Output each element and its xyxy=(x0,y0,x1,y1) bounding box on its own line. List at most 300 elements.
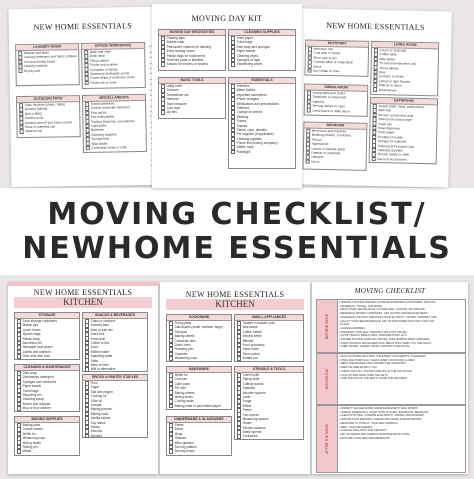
checklist-item-label: Console table or small shelf xyxy=(313,59,353,65)
checklist-item-label: Coffee table xyxy=(379,52,397,57)
checklist-item-label: Printer and scanner xyxy=(90,62,118,68)
checklist-item-label: Mustard xyxy=(90,433,103,438)
checklist-item-label: Drying rack xyxy=(24,68,41,73)
checklist-item-label: Honey xyxy=(90,424,100,429)
checklist-item-label: Plastic wrap xyxy=(22,336,40,341)
checklist-item-label: Baking mats or parchment paper xyxy=(174,403,221,408)
checklist-item-label: Dish soap xyxy=(22,371,37,375)
checklist-item-label: Sponges or rags xyxy=(236,57,260,62)
checklist-item[interactable] xyxy=(371,87,437,93)
checklist-item-label: Lamps or bedside lights xyxy=(311,146,346,151)
checklist-item-label: Food processor xyxy=(242,342,265,347)
checklist-item-label: Wallet, keys xyxy=(236,145,254,150)
checklist-item-label: Shoe rack or bin xyxy=(313,55,337,60)
checkbox-icon[interactable] xyxy=(373,87,378,92)
checklist-item-label: Tape measure xyxy=(166,101,187,106)
checklist-item-label: Patio furniture (chairs, table) xyxy=(24,102,65,108)
checklist-item-label: Trash can xyxy=(378,121,393,126)
box-title: BASIC TOOLS xyxy=(159,78,225,84)
box-dinnerware-glassware xyxy=(166,416,232,456)
checklist-item-label: Utility knife xyxy=(166,84,183,88)
title-banner xyxy=(0,188,474,275)
checklist-item-label: Throw pillows xyxy=(379,65,399,71)
checklist-item[interactable] xyxy=(83,367,147,371)
checklist-item-label: Serving dishes or trays xyxy=(312,103,345,109)
checkbox-icon[interactable] xyxy=(84,81,89,86)
checklist-item-label: Kitchen scissors xyxy=(242,425,266,430)
box-laundry-room xyxy=(15,43,80,86)
checklist-line: • CHANGE ADDRESS: xyxy=(339,326,366,330)
checklist-item-label: Serving bowls xyxy=(174,449,195,454)
box-outdoor-patio xyxy=(16,95,81,138)
checklist-item-label: Shower curtain and rings xyxy=(378,112,414,118)
box-title: ESSENTIALS xyxy=(229,78,295,84)
checklist-item-label: Flour xyxy=(90,381,98,385)
checklist-item-label: Duct tape xyxy=(166,105,181,110)
checklist-item-label: Roasting pan xyxy=(174,347,194,352)
checklist-item[interactable] xyxy=(370,157,436,163)
checklist-line: • MATERIALS, TRAVEL, AND MORE. xyxy=(339,304,383,308)
checklist-item-label: Phone chargers xyxy=(236,97,260,102)
checklist-item[interactable] xyxy=(235,434,303,438)
box-title: CLEANING & MAINTENANCE xyxy=(15,365,79,371)
checklist-item-label: Decor & Accessories xyxy=(377,156,407,162)
checklist-item-label: Shower caddy or shelf xyxy=(377,152,409,158)
checklist-item-label: Microwave xyxy=(242,325,258,330)
checklist-item[interactable] xyxy=(83,434,147,438)
sheet-title: MOVING CHECKLIST xyxy=(354,287,426,295)
box-cleaning-supplies xyxy=(228,29,296,71)
checklist-item-label: Permanent markers for labeling xyxy=(166,44,212,49)
box-office-workspace xyxy=(81,42,146,89)
checklist-item-label: Filing cabinet xyxy=(89,58,109,63)
checklist-item-label: Outdoor rug xyxy=(25,129,43,134)
box-title: BAKEWARE xyxy=(167,367,231,373)
checklist-item-label: Fresh fruit xyxy=(90,336,105,341)
checklist-item-label: Trash bags xyxy=(22,388,39,393)
checklist-item-label: Welcome mat xyxy=(313,46,334,52)
checklist-item-label: Snacks xyxy=(236,123,248,128)
checkbox-icon[interactable] xyxy=(161,110,166,114)
checklist-item-label: First aid kit xyxy=(90,110,107,115)
checklist-line: • UPDATE YOUR DRIVER'S LICENSE AND VEHICLE REGISTRATION. xyxy=(339,418,423,422)
checklist-item-label: TV and entertainment unit xyxy=(379,61,417,67)
checklist-item-label: Hangers xyxy=(311,155,324,160)
checkbox-icon[interactable] xyxy=(231,62,236,66)
box-utensils-tools xyxy=(234,366,304,440)
checklist-item-label: Juice xyxy=(90,345,99,350)
checkbox-icon[interactable] xyxy=(17,406,22,410)
checklist-item-label: Flashlight xyxy=(236,149,251,154)
checklist-item[interactable] xyxy=(84,145,146,150)
checklist-item-label: Blender xyxy=(242,338,254,343)
checklist-item[interactable] xyxy=(235,356,303,360)
checklist-item-label: Key holder or bowl xyxy=(313,68,340,74)
checklist-line: • LOCK UP AND HAND OVER THE KEYS. xyxy=(339,373,389,377)
checklist-item-label: Tablecloth or placemats xyxy=(312,95,347,100)
box-title: MOVING DAY NECESSITIES xyxy=(159,30,225,36)
checklist-item-label: Pillows xyxy=(311,137,322,142)
checklist-item-label: Bottled water xyxy=(90,349,110,354)
box-title: SMALL APPLIANCES xyxy=(235,315,303,321)
sheet-title: MOVING DAY KIT xyxy=(191,14,263,23)
checklist-item-label: Pet supplies (if applicable) xyxy=(236,132,274,137)
checklist-item-label: Labels and markers xyxy=(22,349,51,354)
checkbox-icon[interactable] xyxy=(19,129,24,134)
section-label-tab xyxy=(317,300,338,352)
box-snacks-beverages xyxy=(82,312,148,372)
box-dining-room xyxy=(304,84,369,117)
checklist-item[interactable] xyxy=(167,356,231,360)
checklist-item-label: Towels xyxy=(236,119,247,124)
checklist-item-label: Casserole dish xyxy=(174,338,196,343)
checklist-item-label: Toiletries xyxy=(236,105,250,110)
checklist-item-label: Bowls xyxy=(174,427,184,432)
checklist-item-label: Saucepans (small, medium, large) xyxy=(174,325,223,330)
checklist-line: • FORWARD YOUR MAIL THROUGH THE POST OFFICE. xyxy=(339,330,408,334)
checklist-item-label: Mixing bowls xyxy=(174,394,193,399)
checklist-item-label: Cleaning spray xyxy=(22,397,44,402)
checklist-item-label: Baking powder xyxy=(90,407,112,412)
checklist-item-label: Power strips or extension cords xyxy=(90,75,135,81)
checklist-item[interactable] xyxy=(304,159,366,165)
checkbox-icon[interactable] xyxy=(231,150,236,154)
sheet-kitchen-2 xyxy=(160,282,310,474)
box-title: SNACKS & BEVERAGES xyxy=(83,313,147,319)
checklist-item-label: Aluminum foil xyxy=(22,340,42,345)
checklist-item-label: Step ladder xyxy=(91,141,108,146)
checklist-item-label: Toilet paper xyxy=(236,36,254,40)
checklist-item-label: Nuts or trail mix xyxy=(90,327,113,332)
checklist-line: • EXPLORE YOUR NEW NEIGHBORHOOD. xyxy=(339,436,391,440)
checklist-item-label: Smoke detectors xyxy=(90,101,115,106)
checklist-line: • NOTIFY BANKS, EMPLOYERS, SUBSCRIPTIONS, ETC. xyxy=(339,334,408,338)
checklist-item[interactable] xyxy=(167,449,231,453)
checklist-item-label: Bath mat xyxy=(378,108,392,113)
box-title: OUTDOOR/ PATIO xyxy=(17,96,79,103)
checkbox-icon[interactable] xyxy=(169,449,174,453)
checklist-item-label: Dishwasher detergent xyxy=(22,375,54,380)
checklist-item-label: Laundry baskets xyxy=(24,63,48,69)
checkbox-icon[interactable] xyxy=(237,434,242,438)
checkbox-icon[interactable] xyxy=(237,356,242,360)
checklist-item-label: Cooling racks xyxy=(174,399,194,404)
checklist-item-label: Cutting boards xyxy=(242,381,264,386)
checklist-item[interactable] xyxy=(229,62,295,66)
box-baking-supplies xyxy=(14,416,80,456)
checklist-item-label: Disinfecting wipes xyxy=(236,62,263,67)
checklist-item-label: Wine or beer xyxy=(90,362,109,367)
checklist-item-label: Baking soda xyxy=(90,411,109,416)
box-title: BEDROOM xyxy=(304,123,366,130)
checklist-item-label: Soy sauce xyxy=(90,420,106,425)
box-title: MISCELLANEOUS xyxy=(83,95,145,102)
checklist-item-label: Cleaning supplies xyxy=(236,136,262,141)
checklist-line: • CHECK THAT ALL UTILITIES ARE OFF AT THE OLD PLACE. xyxy=(339,369,413,373)
checklist-item-label: Light bulbs xyxy=(91,123,107,128)
checkbox-icon[interactable] xyxy=(17,449,22,453)
box-entryway xyxy=(304,40,369,77)
checklist-item-label: Soda xyxy=(90,358,99,363)
checklist-item-label: Carbon monoxide detectors xyxy=(90,105,130,111)
checkbox-icon[interactable] xyxy=(85,434,90,438)
checklist-item-label: Bedding xyxy=(236,114,249,119)
checklist-item-label: Food storage containers xyxy=(22,319,57,323)
section-label: MOVING DAY xyxy=(325,368,329,390)
box-bakeware xyxy=(166,366,232,410)
checklist-item-label: Sugar xyxy=(90,385,100,390)
checklist-item[interactable] xyxy=(15,354,79,358)
checklist-item-label: Sparkling water xyxy=(90,354,113,359)
checklist-item[interactable] xyxy=(15,449,79,453)
checklist-item-label: Storage bins xyxy=(91,136,110,142)
checklist-section-before-move xyxy=(316,299,466,353)
checklist-line: • RESEARCH MOVING COMPANIES: GET QUOTES AND READ REVIEWS. xyxy=(339,312,429,316)
box-spices-pantry-staples xyxy=(82,374,148,438)
checklist-line: • KEEP VALUABLES WITH YOU. xyxy=(339,366,378,370)
checklist-item-label: Measuring cups xyxy=(174,356,198,361)
checklist-item-label: Plastic bags for small items xyxy=(166,53,206,58)
checklist-item-label: Bookshelves xyxy=(378,87,397,92)
checklist-line: • PACK AN ESSENTIALS BOX: TOILETRIES, DOCUMENTS, CHARGERS. xyxy=(339,355,427,358)
box-title: LAUNDRY ROOM xyxy=(16,44,78,51)
checklist-item-label: Loaf pan xyxy=(174,377,188,382)
checklist-item-label: Lamps or light fixtures xyxy=(378,78,411,84)
checklist-item-label: Cooking oil xyxy=(90,394,107,399)
checklist-item-label: Paper towels xyxy=(236,49,256,54)
checklist-item-label: Dish soap and sponges xyxy=(236,44,270,49)
checklist-item-label: Bedding (sheets, comforter) xyxy=(311,133,352,138)
checklist-item-label: Toaster or toaster oven xyxy=(242,321,276,325)
checkbox-icon[interactable] xyxy=(161,62,166,66)
checklist-item-label: Fire extinguisher xyxy=(90,114,115,120)
box-title: BAKING SUPPLIES xyxy=(15,417,79,423)
box-cleaning-maintenance xyxy=(14,364,80,412)
checklist-item-label: Bottle opener xyxy=(242,430,262,435)
checklist-item-label: Measuring cups xyxy=(22,436,46,441)
checklist-item-label: Extra moving boxes xyxy=(166,49,195,54)
box-cookware xyxy=(166,314,232,362)
box-bedroom xyxy=(302,122,367,171)
box-living-room xyxy=(370,41,439,96)
checklist-item-label: Grill or BBQ xyxy=(24,111,42,116)
checklist-line: • START PACKING NON-ESSENTIALS: BEGIN WITH ITEMS YOU USE LEAST. xyxy=(339,341,432,345)
checklist-item-label: Salt and pepper xyxy=(90,389,114,394)
kitchen-banner: KITCHEN xyxy=(166,299,304,310)
checklist-item-label: Dresser or wardrobe xyxy=(311,150,341,156)
box-title: SPICES & PANTRY STAPLES xyxy=(83,375,147,381)
box-essentials xyxy=(228,77,296,169)
checklist-item-label: Instant pot xyxy=(242,356,258,361)
box-title: STORAGE xyxy=(15,313,79,319)
checklist-item-label: Dutch oven xyxy=(174,342,191,347)
checklist-item-label: Toolbox (hammer, screwdriver) xyxy=(90,118,135,124)
checklist-item-label: Lunch boxes xyxy=(22,327,41,332)
checklist-item-label: Coffee or tea xyxy=(90,340,109,345)
checklist-item-label: Scissors xyxy=(166,88,179,93)
checklist-item-label: Ketchup xyxy=(90,429,103,434)
checklist-item-label: Muffin tin xyxy=(22,431,36,436)
checklist-item-label: Centerpiece or table decor xyxy=(312,108,350,114)
checklist-item-label: Olive oil xyxy=(90,398,102,403)
checklist-line: • TAKE PHOTOS OF THE EMPTY HOME FOR RECORDS. xyxy=(339,377,408,381)
checklist-item-label: Muffin tin xyxy=(174,373,188,377)
box-small-appliances xyxy=(234,314,304,362)
checklist-item-label: Wine glasses xyxy=(174,440,194,445)
sheet-title: NEW HOME ESSENTIALS xyxy=(326,20,425,33)
checklist-item-label: Washer and dryer xyxy=(23,50,50,56)
checklist-item-label: Reusable food wraps xyxy=(22,345,53,350)
box-title: LIVING ROOM xyxy=(372,42,438,49)
checklist-item-label: Command hooks or nails xyxy=(91,145,127,150)
checklist-item-label: Outdoor lighting xyxy=(24,107,48,112)
checklist-item-label: Stationery (notepads, pens) xyxy=(90,71,130,76)
sheet-kitchen-1 xyxy=(8,282,158,474)
checklist-item-label: Wall art or decor xyxy=(378,83,403,88)
checklist-item-label: Packing tape xyxy=(166,36,186,40)
checklist-item-label: Mixing bowls xyxy=(22,440,41,445)
checkbox-icon[interactable] xyxy=(85,367,90,371)
checklist-item-label: Change of clothes xyxy=(236,110,263,115)
checkbox-icon[interactable] xyxy=(306,108,311,113)
checklist-item-label: Broom and dustpan xyxy=(22,401,51,406)
checklist-line: • GATHER PACKING SUPPLIES: BOXES, TAPE, BUBBLE WRAP, MARKERS. xyxy=(339,338,431,342)
checklist-item-label: Water bottles xyxy=(236,88,256,93)
checklist-item-label: Plates, cups, utensils xyxy=(236,127,267,132)
checklist-item[interactable] xyxy=(159,110,225,114)
checklist-item-label: Screwdriver set xyxy=(166,92,189,97)
box-basic-tools xyxy=(158,77,226,119)
checklist-item[interactable] xyxy=(167,404,231,408)
checkbox-icon[interactable] xyxy=(169,356,174,360)
checklist-item-label: Mirror xyxy=(311,159,320,164)
checklist-item-label: Paper towels xyxy=(22,384,42,389)
checklist-item-label: Baking sheets xyxy=(174,334,195,339)
checkbox-icon[interactable] xyxy=(305,159,310,164)
checklist-item-label: Chips or crackers xyxy=(90,319,116,323)
section-label-tab xyxy=(317,406,338,472)
checklist-item-label: Desk lamp xyxy=(89,54,105,59)
checklist-item-label: Snacks for movers or helpers xyxy=(166,62,209,67)
checklist-item[interactable] xyxy=(18,128,80,133)
checklist-item[interactable] xyxy=(229,150,295,154)
checklist-line: • PLACE. xyxy=(339,323,350,327)
checklist-item-label: Granola bars xyxy=(90,323,110,328)
box-title: OFFICE/ WORKSPACE xyxy=(82,43,144,50)
sheet-new-home-essentials-1 xyxy=(8,7,159,188)
checklist-item-label: Laundry detergent and fabric softener xyxy=(23,54,78,60)
checkbox-icon[interactable] xyxy=(18,69,23,74)
checklist-item-label: Measuring spoons xyxy=(242,416,269,421)
checklist-item[interactable] xyxy=(306,69,368,75)
box-moving-day-necessities xyxy=(158,29,226,71)
checklist-item-label: Printer ink or toner xyxy=(90,80,117,85)
checklist-item-label: Cleaning supplies xyxy=(377,147,403,153)
checkbox-icon[interactable] xyxy=(17,354,22,358)
checklist-item-label: Curtains or blinds xyxy=(379,74,404,79)
banner-line-1: MOVING CHECKLIST/ xyxy=(47,196,427,232)
checklist-item-label: Serving platters xyxy=(174,444,197,449)
checklist-item-label: Grater xyxy=(242,421,252,426)
checklist-item-label: Side tables xyxy=(379,56,396,62)
checklist-item[interactable] xyxy=(159,62,225,66)
checklist-item-label: Napkins xyxy=(312,99,325,104)
checklist-item-label: Hose or watering can xyxy=(25,124,56,129)
checklist-item-label: Vanilla extract xyxy=(90,416,111,421)
sheet-title: NEW HOME ESSENTIALS xyxy=(33,288,133,297)
checklist-line: • MEET THE MOVERS AND CONFIRM THE INVENTORY. xyxy=(339,362,407,366)
kitchen-banner: KITCHEN xyxy=(14,297,152,308)
checklist-item-label: Over-sink dish rack xyxy=(22,354,50,359)
checklist-item-label: Dining table and chairs xyxy=(312,90,346,96)
sheet-new-home-essentials-2 xyxy=(296,8,452,187)
checklist-item-label: Baking pans xyxy=(22,423,41,427)
checklist-item[interactable] xyxy=(305,108,367,114)
checklist-item[interactable] xyxy=(83,80,145,85)
checklist-line: • GAS AT YOUR NEW RESIDENCE. SET UP DISCONNECTION FOR YOUR OLD xyxy=(339,319,435,323)
checklist-item-label: Sponges and scrubbers xyxy=(22,379,57,384)
checklist-item-label: Cleaning supplies xyxy=(91,132,117,137)
checklist-line: • INSPECT THE NEW HOME: MAKE SURE EVERYTHING WORKS. xyxy=(339,407,419,410)
checklist-item-label: Frying pans xyxy=(174,321,192,325)
checklist-item-label: Toothbrush holder xyxy=(377,134,404,140)
checklist-item-label: Storage for toiletries xyxy=(377,139,407,144)
box-title: ENTRYWAY xyxy=(306,41,368,48)
checklist-item-label: Cookie sheets xyxy=(22,427,43,432)
checklist-item-label: Garden tools xyxy=(24,115,44,121)
header-band xyxy=(8,282,158,286)
checklist-item-label: Medications and prescriptions xyxy=(236,101,279,106)
checklist-line: • REGISTER TO VOTE AT YOUR NEW ADDRESS. xyxy=(339,421,399,425)
checklist-item-label: Mason jars xyxy=(22,323,39,328)
box-storage xyxy=(14,312,80,360)
checklist-item-label: Baking sheets xyxy=(174,390,195,395)
checklist-item-label: Computer or laptop xyxy=(90,66,118,72)
checklist-item-label: Couch or sectional xyxy=(379,48,407,53)
checklist-item[interactable] xyxy=(16,68,78,73)
checkbox-icon[interactable] xyxy=(307,69,312,74)
sheet-moving-checklist xyxy=(312,282,468,474)
checklist-item-label: Colander xyxy=(174,351,188,356)
checklist-item-label: Can opener xyxy=(242,412,260,417)
box-title: DINNERWARE & GLASSWARE xyxy=(167,417,231,423)
section-label: BEFORE MOVE xyxy=(325,313,329,339)
checklist-item-label: Nightstands xyxy=(311,141,329,147)
checklist-item-label: Corkscrew xyxy=(242,434,258,439)
checklist-item-label: Paring knife xyxy=(242,377,260,382)
checklist-item-label: Toiletries xyxy=(236,84,250,88)
checklist-item-label: Garden hose (if you have a yard) xyxy=(24,119,72,125)
checklist-item-label: Milk or alternative xyxy=(90,367,116,372)
checklist-line: • MEET YOUR NEIGHBORS. xyxy=(339,425,373,429)
section-label-tab xyxy=(317,354,338,404)
box-title: CLEANING SUPPLIES xyxy=(229,30,295,36)
checklist-item-label: Recycling bin xyxy=(22,392,42,397)
checklist-item-label: Toiletries & Personal Care xyxy=(377,143,415,149)
checklist-item-label: Spatulas xyxy=(242,386,255,391)
box-bathroom xyxy=(369,97,438,164)
checklist-item-label: Whisk xyxy=(22,449,32,454)
checklist-item-label: Bed frame and mattress xyxy=(311,128,346,134)
checkbox-icon[interactable] xyxy=(371,157,376,162)
checklist-item[interactable] xyxy=(15,406,79,410)
checkbox-icon[interactable] xyxy=(85,146,90,151)
checklist-line: • CREATE A MOVING BUDGET: ESTIMATE EXPENSES FOR MOVERS, PACKING xyxy=(339,301,436,304)
sheet-title: NEW HOME ESSENTIALS xyxy=(33,21,133,32)
checklist-item-label: Vinegar xyxy=(90,402,102,407)
checkbox-icon[interactable] xyxy=(169,404,174,408)
checklist-item-label: Dried fruit xyxy=(90,332,105,337)
